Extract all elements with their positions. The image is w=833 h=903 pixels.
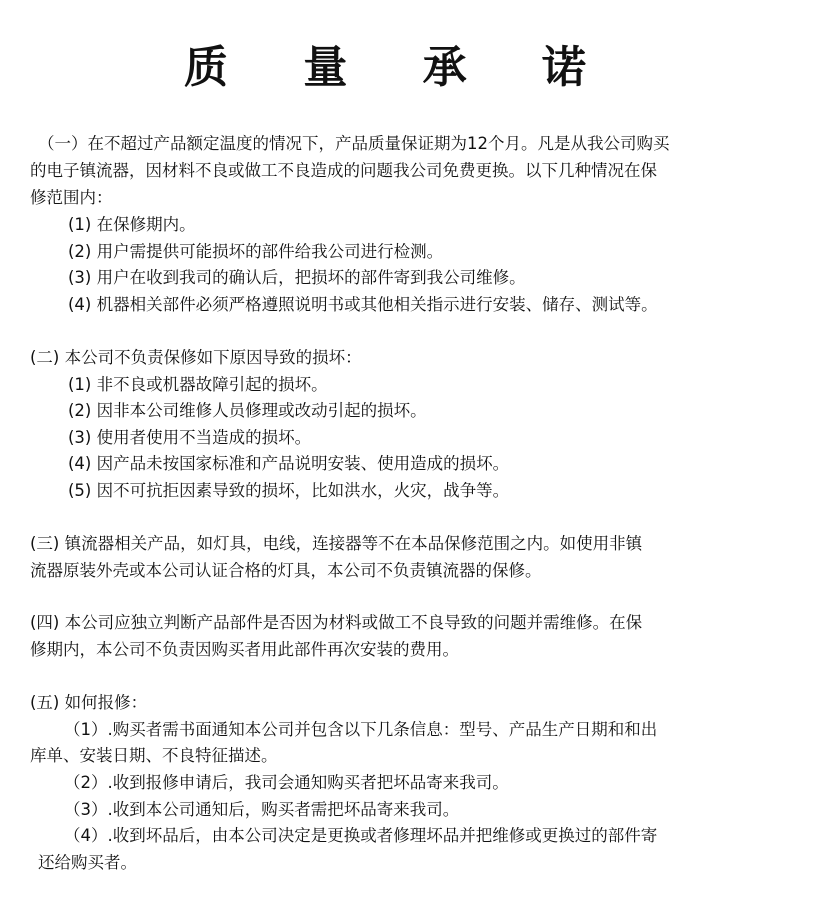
list-item: （3）.收到本公司通知后，购买者需把坏品寄来我司。 xyxy=(64,800,460,819)
section-2-heading: (二) 本公司不负责保修如下原因导致的损坏： xyxy=(30,348,362,367)
list-item: (1) 在保修期内。 xyxy=(68,215,196,234)
section-4-line: (四) 本公司应独立判断产品部件是否因为材料或做工不良导致的问题并需维修。在保 xyxy=(30,613,643,632)
section-1-line: （一）在不超过产品额定温度的情况下，产品质量保证期为12个月。凡是从我公司购买 xyxy=(38,134,670,153)
list-item: (5) 因不可抗拒因素导致的损坏，比如洪水，火灾，战争等。 xyxy=(68,481,510,500)
list-item: （2）.收到报修申请后，我司会通知购买者把坏品寄来我司。 xyxy=(64,773,509,792)
section-3-line: (三) 镇流器相关产品，如灯具，电线，连接器等不在本品保修范围之内。如使用非镇 xyxy=(30,534,643,553)
list-item-continuation: 库单、安装日期、不良特征描述。 xyxy=(30,746,278,765)
section-4-line: 修期内，本公司不负责因购买者用此部件再次安装的费用。 xyxy=(30,640,459,659)
list-item: （1）.购买者需书面通知本公司并包含以下几条信息：型号、产品生产日期和和出 xyxy=(64,720,658,739)
list-item: （4）.收到坏品后，由本公司决定是更换或者修理坏品并把维修或更换过的部件寄 xyxy=(64,826,658,845)
list-item: (3) 使用者使用不当造成的损坏。 xyxy=(68,428,312,447)
section-3-line: 流器原装外壳或本公司认证合格的灯具，本公司不负责镇流器的保修。 xyxy=(30,561,542,580)
list-item: (2) 用户需提供可能损坏的部件给我公司进行检测。 xyxy=(68,242,444,261)
section-1-line: 的电子镇流器，因材料不良或做工不良造成的问题我公司免费更换。以下几种情况在保 xyxy=(30,161,657,180)
list-item: (2) 因非本公司维修人员修理或改动引起的损坏。 xyxy=(68,401,427,420)
section-5-heading: (五) 如何报修： xyxy=(30,693,148,712)
page-title: 质 量 承 诺 xyxy=(184,42,616,93)
list-item-continuation: 还给购买者。 xyxy=(38,853,137,872)
section-1-line: 修范围内： xyxy=(30,188,113,207)
list-item: (4) 因产品未按国家标准和产品说明安装、使用造成的损坏。 xyxy=(68,454,510,473)
list-item: (4) 机器相关部件必须严格遵照说明书或其他相关指示进行安装、储存、测试等。 xyxy=(68,295,658,314)
list-item: (1) 非不良或机器故障引起的损坏。 xyxy=(68,375,328,394)
list-item: (3) 用户在收到我司的确认后，把损坏的部件寄到我公司维修。 xyxy=(68,268,526,287)
